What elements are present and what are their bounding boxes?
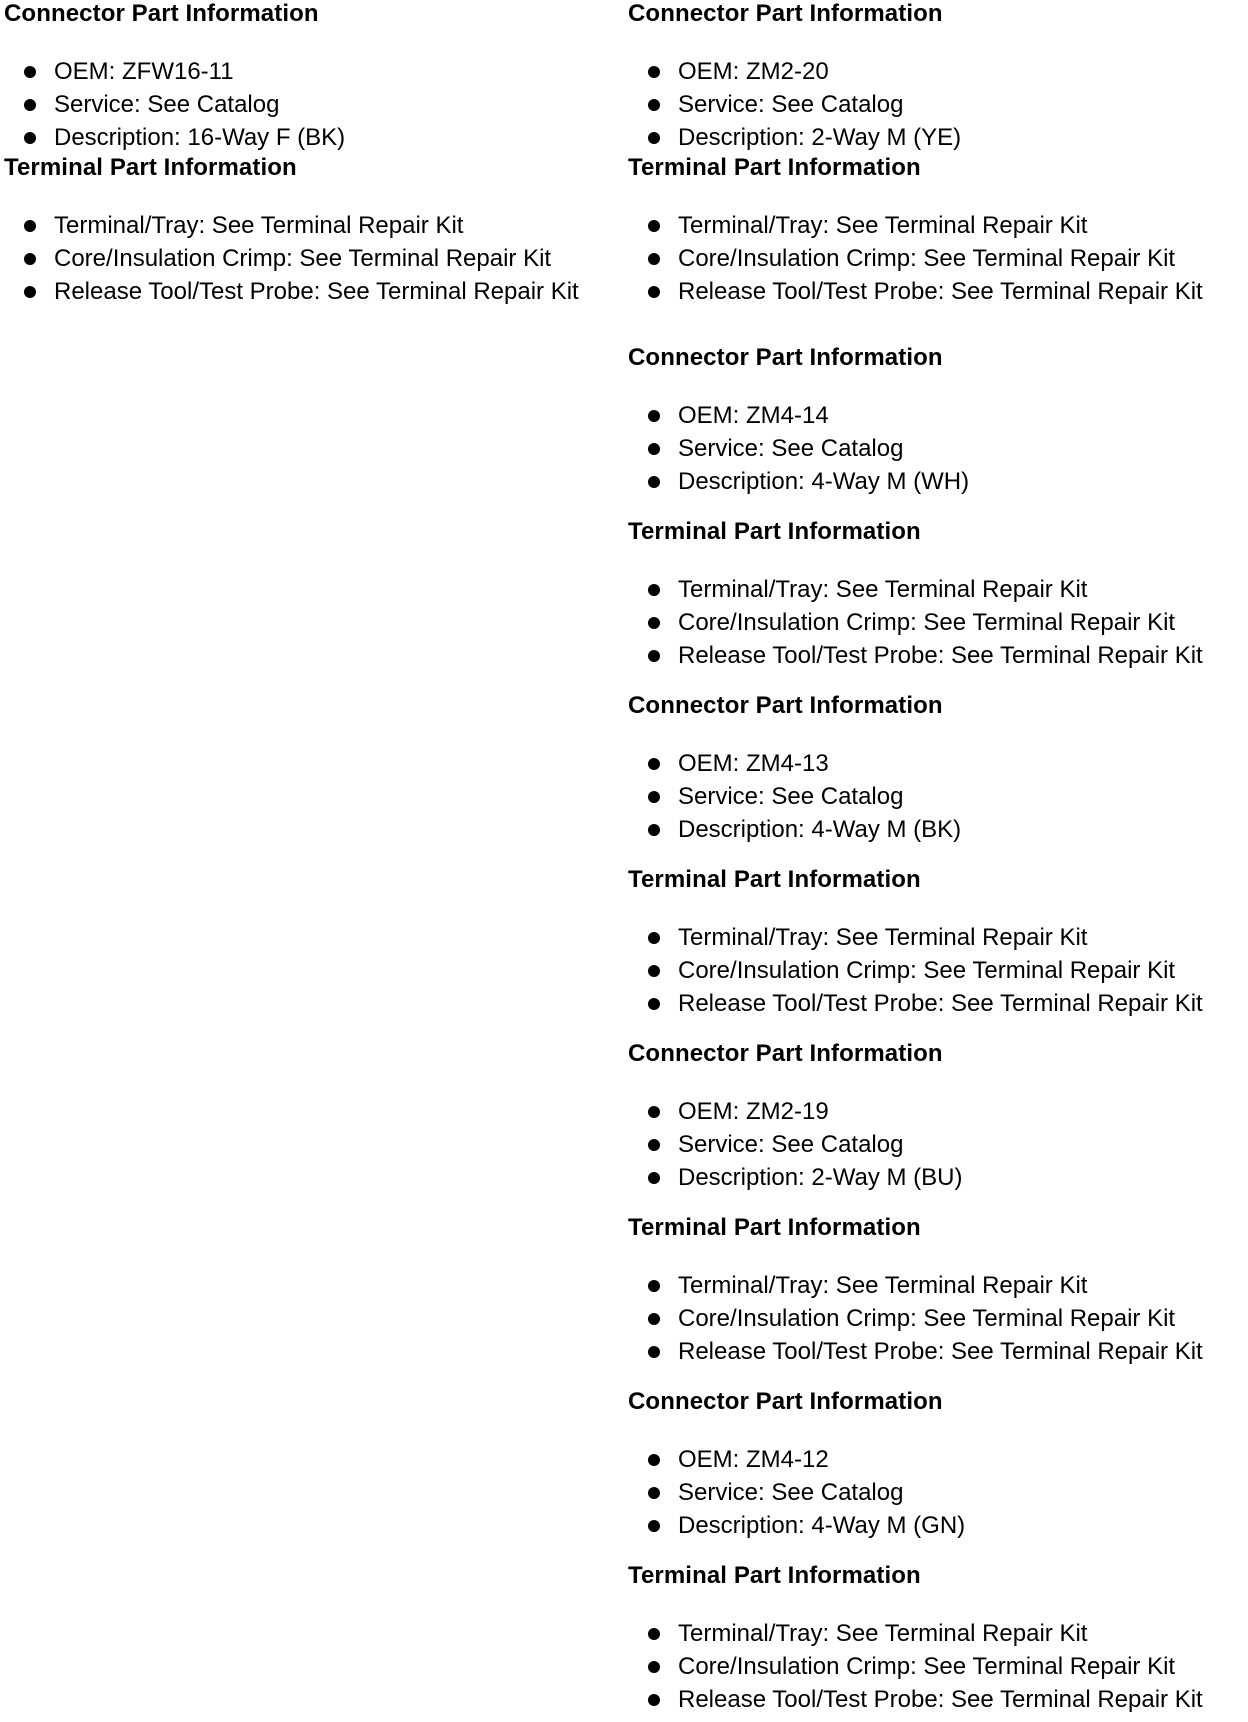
list-item [628, 1509, 1244, 1542]
list-item [628, 1269, 1244, 1302]
description-value: Description: 16-Way F (BK) [54, 124, 346, 151]
release-tool-value: Release Tool/Test Probe: See Terminal Repair Kit [678, 642, 1203, 669]
terminal-part-block [628, 518, 1244, 672]
oem-value: OEM: ZM2-20 [678, 58, 829, 85]
bullet-icon [648, 410, 660, 422]
list-item [628, 432, 1244, 465]
bullet-icon [648, 584, 660, 596]
connector-part-list [628, 1095, 1244, 1194]
bullet-icon [648, 1520, 660, 1532]
bullet-icon [648, 132, 660, 144]
bullet-icon [24, 286, 36, 298]
terminal-part-list [4, 209, 624, 308]
bullet-icon [648, 1280, 660, 1292]
list-item [628, 1443, 1244, 1476]
bullet-icon [24, 66, 36, 78]
description-value: Description: 4-Way M (GN) [678, 1512, 966, 1539]
list-item [628, 639, 1244, 672]
list-item [628, 55, 1244, 88]
crimp-value: Core/Insulation Crimp: See Terminal Repair Kit [678, 1305, 1176, 1332]
terminal-part-list [628, 1617, 1244, 1716]
bullet-icon [648, 1661, 660, 1673]
release-tool-value: Release Tool/Test Probe: See Terminal Repair Kit [678, 278, 1203, 305]
connector-part-block [628, 692, 1244, 846]
terminal-part-heading: Terminal Part Information [628, 1562, 921, 1589]
description-value: Description: 2-Way M (YE) [678, 124, 962, 151]
connector-part-block [628, 344, 1244, 498]
connector-part-heading: Connector Part Information [628, 1388, 943, 1415]
bullet-icon [648, 99, 660, 111]
crimp-value: Core/Insulation Crimp: See Terminal Repair Kit [678, 957, 1176, 984]
bullet-icon [648, 1106, 660, 1118]
list-item [4, 242, 624, 275]
list-item [628, 121, 1244, 154]
connector-part-list [628, 55, 1244, 154]
release-tool-value: Release Tool/Test Probe: See Terminal Repair Kit [678, 990, 1203, 1017]
bullet-icon [648, 1628, 660, 1640]
service-value: Service: See Catalog [678, 783, 904, 810]
bullet-icon [648, 1139, 660, 1151]
bullet-icon [648, 1346, 660, 1358]
connector-part-block [628, 1040, 1244, 1194]
list-item [628, 987, 1244, 1020]
bullet-icon [648, 1454, 660, 1466]
crimp-value: Core/Insulation Crimp: See Terminal Repair Kit [678, 1653, 1176, 1680]
terminal-part-block [628, 154, 1244, 308]
connector-part-list [628, 1443, 1244, 1542]
list-item [628, 275, 1244, 308]
terminal-part-list [628, 921, 1244, 1020]
bullet-icon [648, 758, 660, 770]
description-value: Description: 2-Way M (BU) [678, 1164, 963, 1191]
list-item [628, 813, 1244, 846]
bullet-icon [24, 253, 36, 265]
list-item [628, 1683, 1244, 1716]
terminal-part-list [628, 573, 1244, 672]
terminal-part-heading: Terminal Part Information [628, 154, 921, 181]
bullet-icon [648, 791, 660, 803]
bullet-icon [648, 220, 660, 232]
list-item [4, 121, 624, 154]
bullet-icon [648, 286, 660, 298]
bullet-icon [648, 1487, 660, 1499]
list-item [628, 1302, 1244, 1335]
terminal-part-block [628, 1214, 1244, 1368]
list-item [628, 1650, 1244, 1683]
list-item [628, 780, 1244, 813]
terminal-tray-value: Terminal/Tray: See Terminal Repair Kit [678, 1272, 1088, 1299]
service-value: Service: See Catalog [678, 1131, 904, 1158]
terminal-tray-value: Terminal/Tray: See Terminal Repair Kit [678, 576, 1088, 603]
connector-part-block [628, 0, 1244, 154]
list-item [4, 275, 624, 308]
bullet-icon [648, 66, 660, 78]
left-column [4, 0, 624, 308]
list-item [628, 1617, 1244, 1650]
list-item [628, 465, 1244, 498]
oem-value: OEM: ZM4-12 [678, 1446, 829, 1473]
bullet-icon [24, 99, 36, 111]
connector-part-heading: Connector Part Information [628, 1040, 943, 1067]
list-item [628, 1476, 1244, 1509]
connector-part-list [4, 55, 624, 154]
service-value: Service: See Catalog [678, 1479, 904, 1506]
terminal-part-block [628, 866, 1244, 1020]
connector-part-heading: Connector Part Information [628, 692, 943, 719]
list-item [628, 1161, 1244, 1194]
bullet-icon [24, 220, 36, 232]
terminal-tray-value: Terminal/Tray: See Terminal Repair Kit [678, 1620, 1088, 1647]
bullet-icon [648, 443, 660, 455]
release-tool-value: Release Tool/Test Probe: See Terminal Repair Kit [678, 1686, 1203, 1713]
list-item [4, 88, 624, 121]
terminal-part-heading: Terminal Part Information [4, 154, 297, 181]
connector-part-heading: Connector Part Information [628, 0, 943, 27]
bullet-icon [648, 650, 660, 662]
connector-part-list [628, 399, 1244, 498]
list-item [628, 954, 1244, 987]
crimp-value: Core/Insulation Crimp: See Terminal Repair Kit [678, 609, 1176, 636]
terminal-part-heading: Terminal Part Information [628, 518, 921, 545]
bullet-icon [648, 932, 660, 944]
right-column [628, 0, 1244, 1716]
list-item [628, 573, 1244, 606]
bullet-icon [648, 824, 660, 836]
list-item [4, 209, 624, 242]
bullet-icon [648, 1172, 660, 1184]
oem-value: OEM: ZFW16-11 [54, 58, 234, 85]
oem-value: OEM: ZM4-14 [678, 402, 829, 429]
connector-part-heading: Connector Part Information [628, 344, 943, 371]
list-item [628, 209, 1244, 242]
description-value: Description: 4-Way M (BK) [678, 816, 962, 843]
bullet-icon [648, 617, 660, 629]
connector-part-list [628, 747, 1244, 846]
terminal-part-heading: Terminal Part Information [628, 866, 921, 893]
release-tool-value: Release Tool/Test Probe: See Terminal Repair Kit [54, 278, 579, 305]
service-value: Service: See Catalog [678, 435, 904, 462]
terminal-part-block [628, 1562, 1244, 1716]
oem-value: OEM: ZM2-19 [678, 1098, 829, 1125]
bullet-icon [648, 476, 660, 488]
list-item [4, 55, 624, 88]
bullet-icon [648, 998, 660, 1010]
bullet-icon [24, 132, 36, 144]
list-item [628, 1335, 1244, 1368]
release-tool-value: Release Tool/Test Probe: See Terminal Repair Kit [678, 1338, 1203, 1365]
connector-part-heading: Connector Part Information [4, 0, 319, 27]
list-item [628, 921, 1244, 954]
crimp-value: Core/Insulation Crimp: See Terminal Repair Kit [54, 245, 552, 272]
bullet-icon [648, 253, 660, 265]
list-item [628, 399, 1244, 432]
list-item [628, 747, 1244, 780]
terminal-part-list [628, 209, 1244, 308]
bullet-icon [648, 1313, 660, 1325]
terminal-part-heading: Terminal Part Information [628, 1214, 921, 1241]
connector-part-block [4, 0, 624, 154]
connector-part-block [628, 1388, 1244, 1542]
service-value: Service: See Catalog [678, 91, 904, 118]
list-item [628, 242, 1244, 275]
list-item [628, 606, 1244, 639]
list-item [628, 88, 1244, 121]
terminal-part-block [4, 154, 624, 308]
description-value: Description: 4-Way M (WH) [678, 468, 970, 495]
list-item [628, 1095, 1244, 1128]
oem-value: OEM: ZM4-13 [678, 750, 829, 777]
service-value: Service: See Catalog [54, 91, 280, 118]
bullet-icon [648, 1694, 660, 1706]
terminal-tray-value: Terminal/Tray: See Terminal Repair Kit [678, 212, 1088, 239]
terminal-tray-value: Terminal/Tray: See Terminal Repair Kit [54, 212, 464, 239]
terminal-part-list [628, 1269, 1244, 1368]
crimp-value: Core/Insulation Crimp: See Terminal Repair Kit [678, 245, 1176, 272]
terminal-tray-value: Terminal/Tray: See Terminal Repair Kit [678, 924, 1088, 951]
list-item [628, 1128, 1244, 1161]
bullet-icon [648, 965, 660, 977]
